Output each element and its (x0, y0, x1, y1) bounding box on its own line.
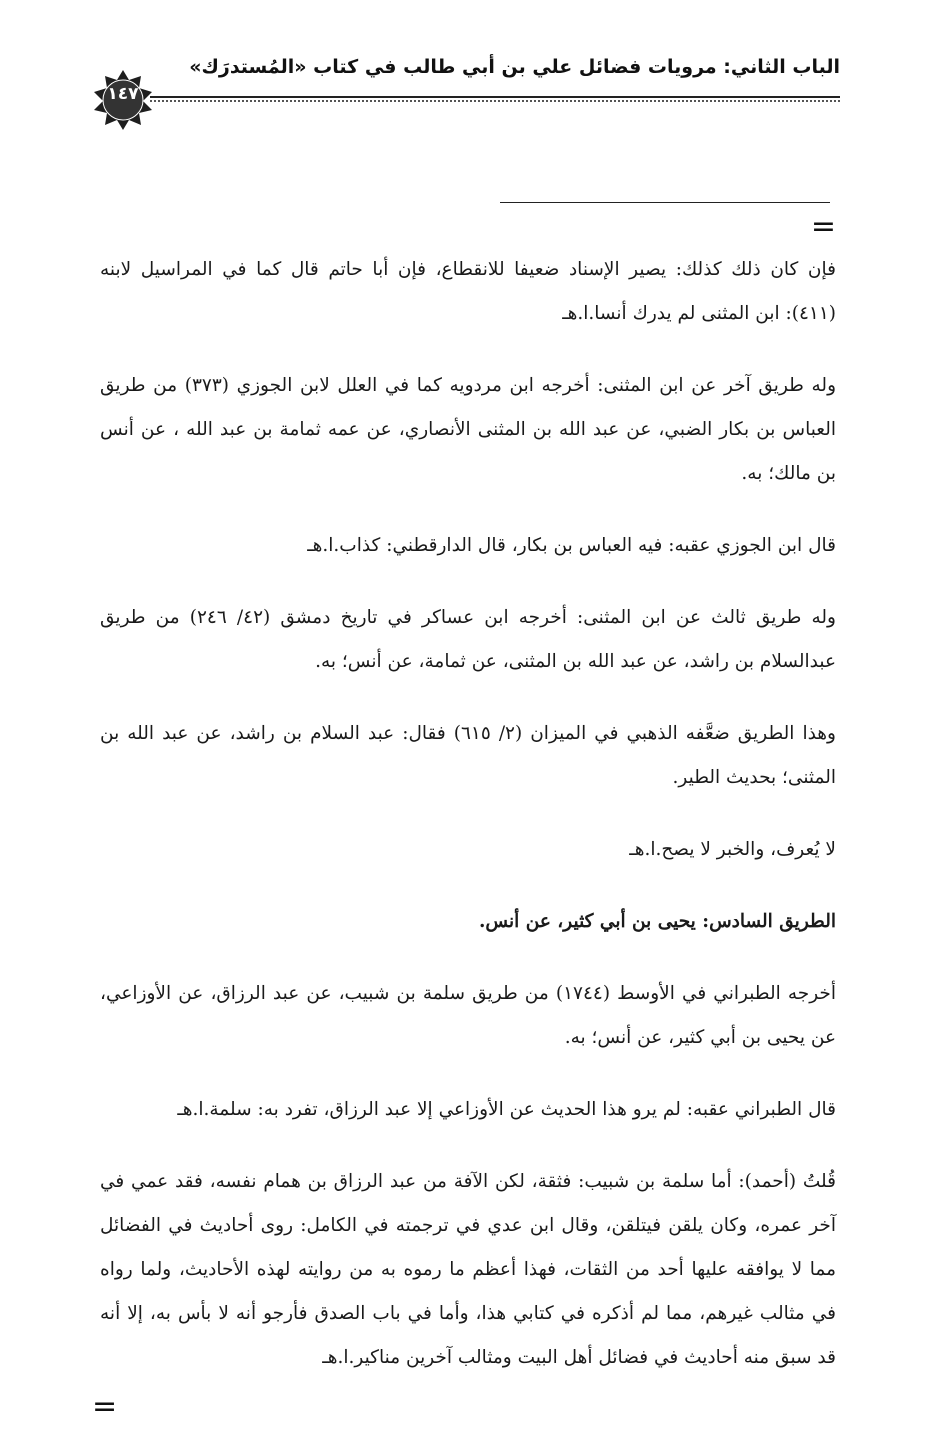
paragraph-8: أخرجه الطبراني في الأوسط (١٧٤٤) من طريق سلمة بن شبيب، عن عبد الرزاق، عن الأوزاعي، عن يحيى بن أبي كثير، عن أنس؛ به. (100, 983, 837, 1048)
continuation-mark-top: = (810, 209, 836, 244)
header-rule (150, 96, 840, 98)
paragraph-5: وهذا الطريق ضعَّفه الذهبي في الميزان (٢/ ٦١٥) فقال: عبد السلام بن راشد، عن عبد الله بن المثنى؛ بحديث الطير. (100, 723, 836, 788)
continuation-mark-bottom: = (92, 1389, 118, 1424)
header-rule-dotted (150, 100, 840, 102)
paragraph-6: لا يُعرف، والخبر لا يصح.ا.هـ (629, 839, 836, 860)
paragraph-9: قال الطبراني عقبه: لم يرو هذا الحديث عن الأوزاعي إلا عبد الرزاق، تفرد به: سلمة.ا.هـ (177, 1099, 836, 1120)
paragraph-10: قُلتُ (أحمد): أما سلمة بن شبيب: فثقة، لكن الآفة من عبد الرزاق بن همام نفسه، فقد عمي في آخر عمره، وكان يلقن فيتلقن، وقال ابن عدي في ترجمته في الكامل: روى أحاديث في الفضائل مما لا يوافقه عليها أحد من الثقات، فهذا أعظم ما رموه به من روايته لهذه الأحاديث، ولما رواه في مثالب غيرهم، مما لم أذكره في كتابي هذا، وأما في باب الصدق فأرجو أنه لا بأس به، إلا أنه قد سبق منه أحاديث في فضائل أهل البيت ومثالب آخرين مناكير.ا.هـ (100, 1171, 836, 1368)
page-number: ١٤٧ (107, 84, 139, 104)
paragraph-4: وله طريق ثالث عن ابن المثنى: أخرجه ابن عساكر في تاريخ دمشق (٤٢/ ٢٤٦) من طريق عبدالسلام بن راشد، عن عبد الله بن المثنى، عن ثمامة، عن أنس؛ به. (100, 607, 836, 672)
section-heading: الطريق السادس: يحيى بن أبي كثير، عن أنس. (478, 911, 836, 932)
running-title: الباب الثاني: مرويات فضائل علي بن أبي طالب في كتاب «المُستدرَك» (189, 56, 840, 78)
body-text (100, 248, 836, 1408)
paragraph-2: وله طريق آخر عن ابن المثنى: أخرجه ابن مردويه كما في العلل لابن الجوزي (٣٧٣) من طريق العباس بن بكار الضبي، عن عبد الله بن المثنى الأنصاري، عن عمه ثمامة بن عبد الله ، عن أنس بن مالك؛ به. (100, 375, 836, 484)
paragraph-3: قال ابن الجوزي عقبه: فيه العباس بن بكار، قال الدارقطني: كذاب.ا.هـ (307, 535, 836, 556)
continuation-separator-rule (500, 202, 830, 203)
paragraph-1: فإن كان ذلك كذلك: يصير الإسناد ضعيفا للانقطاع، فإن أبا حاتم قال كما في المراسيل لابنه (٤١١): ابن المثنى لم يدرك أنسا.ا.هـ (100, 259, 836, 324)
